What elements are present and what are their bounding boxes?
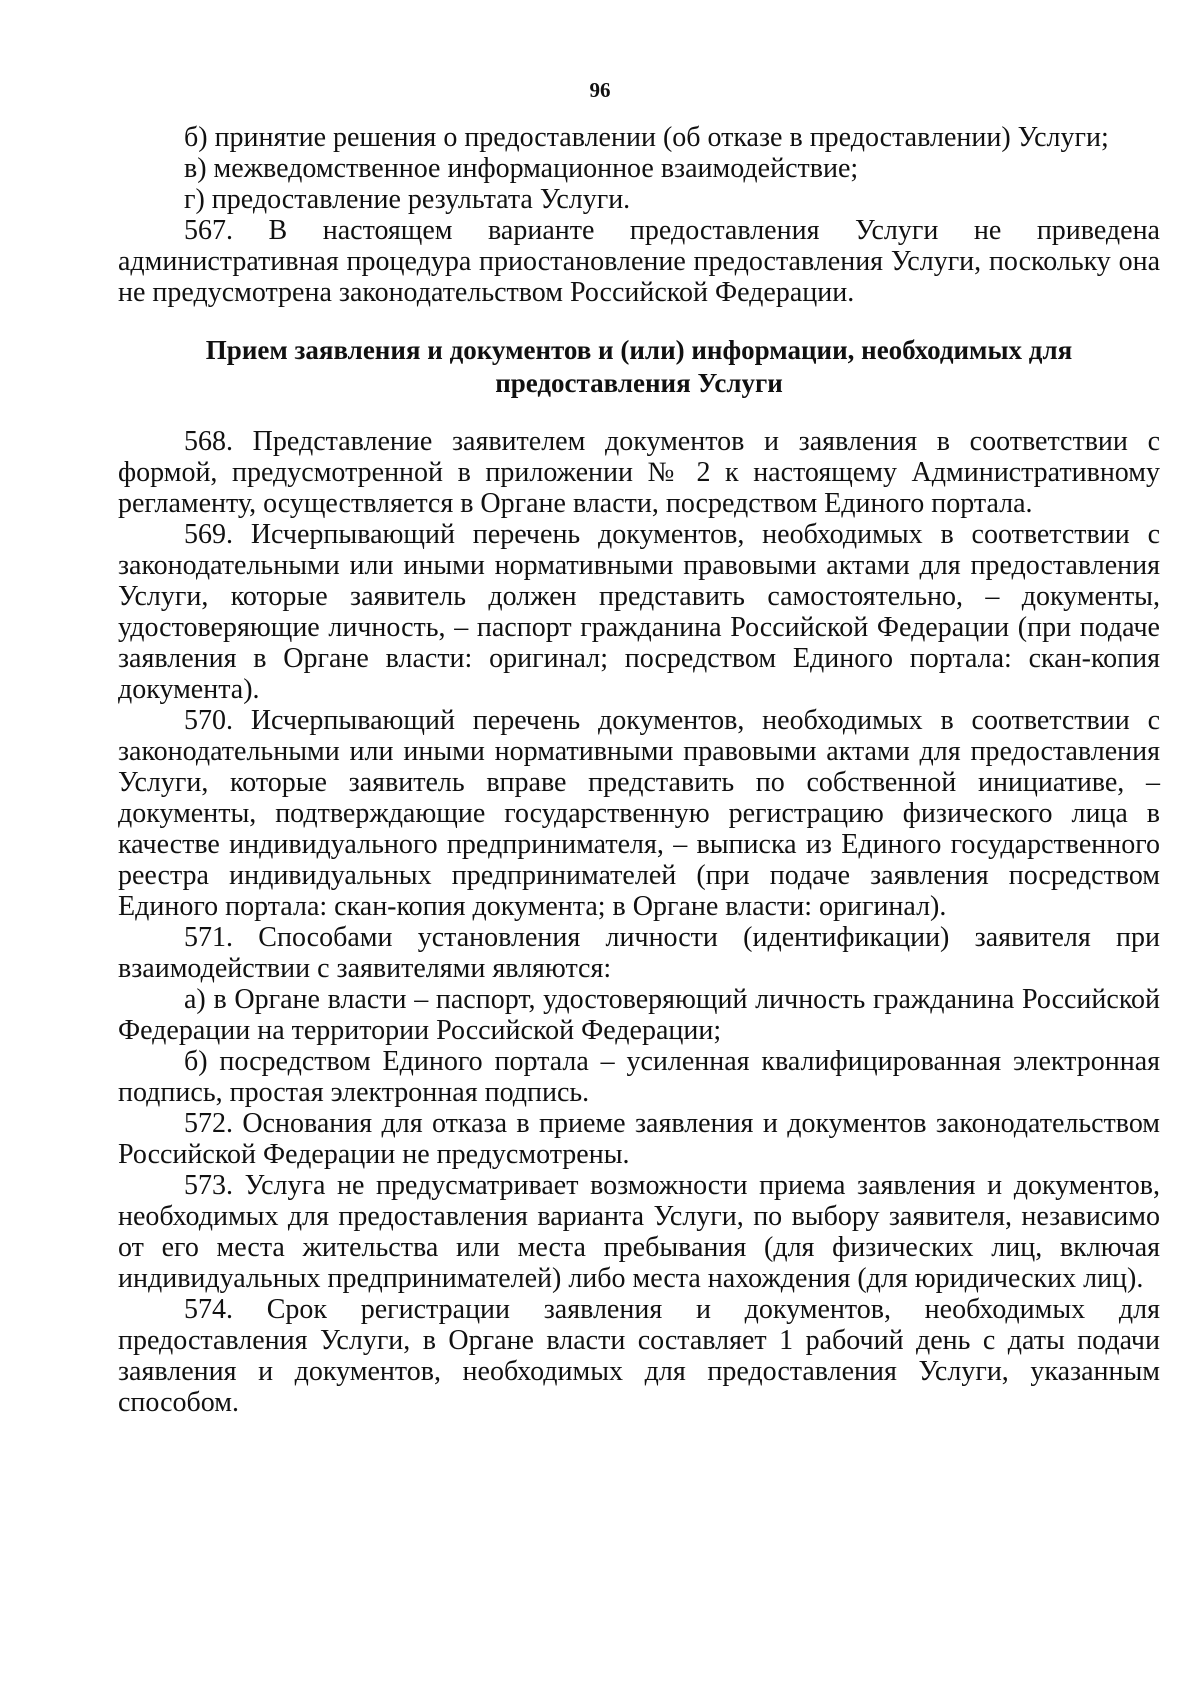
page-number: 96 [589, 78, 611, 102]
paragraph-567: 567. В настоящем варианте предоставления Услуги не приведена административная процедура приостановление предоставления Услуги, поскольку она не предусмотрена законодательством Российской Федерации. [118, 215, 1160, 308]
paragraph-573: 573. Услуга не предусматривает возможности приема заявления и документов, необходимых для предоставления варианта Услуги, по выбору заявителя, независимо от его места жительства или места пребывания (для физических лиц, включая индивидуальных предпринимателей) либо места нахождения (для юридических лиц). [118, 1170, 1160, 1294]
list-item-b: б) принятие решения о предоставлении (об отказе в предоставлении) Услуги; [184, 122, 1109, 153]
list-item-v: в) межведомственное информационное взаимодействие; [184, 153, 859, 184]
section-heading-line-1: Прием заявления и документов и (или) информации, необходимых для [205, 335, 1073, 365]
section-heading [118, 334, 1160, 400]
paragraph-568: 568. Представление заявителем документов и заявления в соответствии с формой, предусмотренной в приложении № 2 к настоящему Административному регламенту, осуществляется в Органе власти, посредством Единого портала. [118, 426, 1160, 519]
paragraph-571: 571. Способами установления личности (идентификации) заявителя при взаимодействии с заявителями являются: [118, 922, 1160, 984]
paragraph-570: 570. Исчерпывающий перечень документов, необходимых в соответствии с законодательными или иными нормативными правовыми актами для предоставления Услуги, которые заявитель вправе представить по собственной инициативе, – документы, подтверждающие государственную регистрацию физического лица в качестве индивидуального предпринимателя, – выписка из Единого государственного реестра индивидуальных предпринимателей (при подаче заявления посредством Единого портала: скан-копия документа; в Органе власти: оригинал). [118, 705, 1160, 922]
paragraph-571-a: а) в Органе власти – паспорт, удостоверяющий личность гражданина Российской Федерации на территории Российской Федерации; [118, 984, 1160, 1046]
list-item-g: г) предоставление результата Услуги. [184, 184, 631, 215]
paragraph-571-b: б) посредством Единого портала – усиленная квалифицированная электронная подпись, простая электронная подпись. [118, 1046, 1160, 1108]
paragraph-574: 574. Срок регистрации заявления и документов, необходимых для предоставления Услуги, в Органе власти составляет 1 рабочий день с даты подачи заявления и документов, необходимых для предоставления Услуги, указанным способом. [118, 1294, 1160, 1418]
section-heading-line-2: предоставления Услуги [495, 368, 783, 398]
paragraph-569: 569. Исчерпывающий перечень документов, необходимых в соответствии с законодательными или иными нормативными правовыми актами для предоставления Услуги, которые заявитель должен представить самостоятельно, – документы, удостоверяющие личность, – паспорт гражданина Российской Федерации (при подаче заявления в Органе власти: оригинал; посредством Единого портала: скан-копия документа). [118, 519, 1160, 705]
paragraph-572: 572. Основания для отказа в приеме заявления и документов законодательством Российской Федерации не предусмотрены. [118, 1108, 1160, 1170]
document-body [118, 122, 1160, 1418]
